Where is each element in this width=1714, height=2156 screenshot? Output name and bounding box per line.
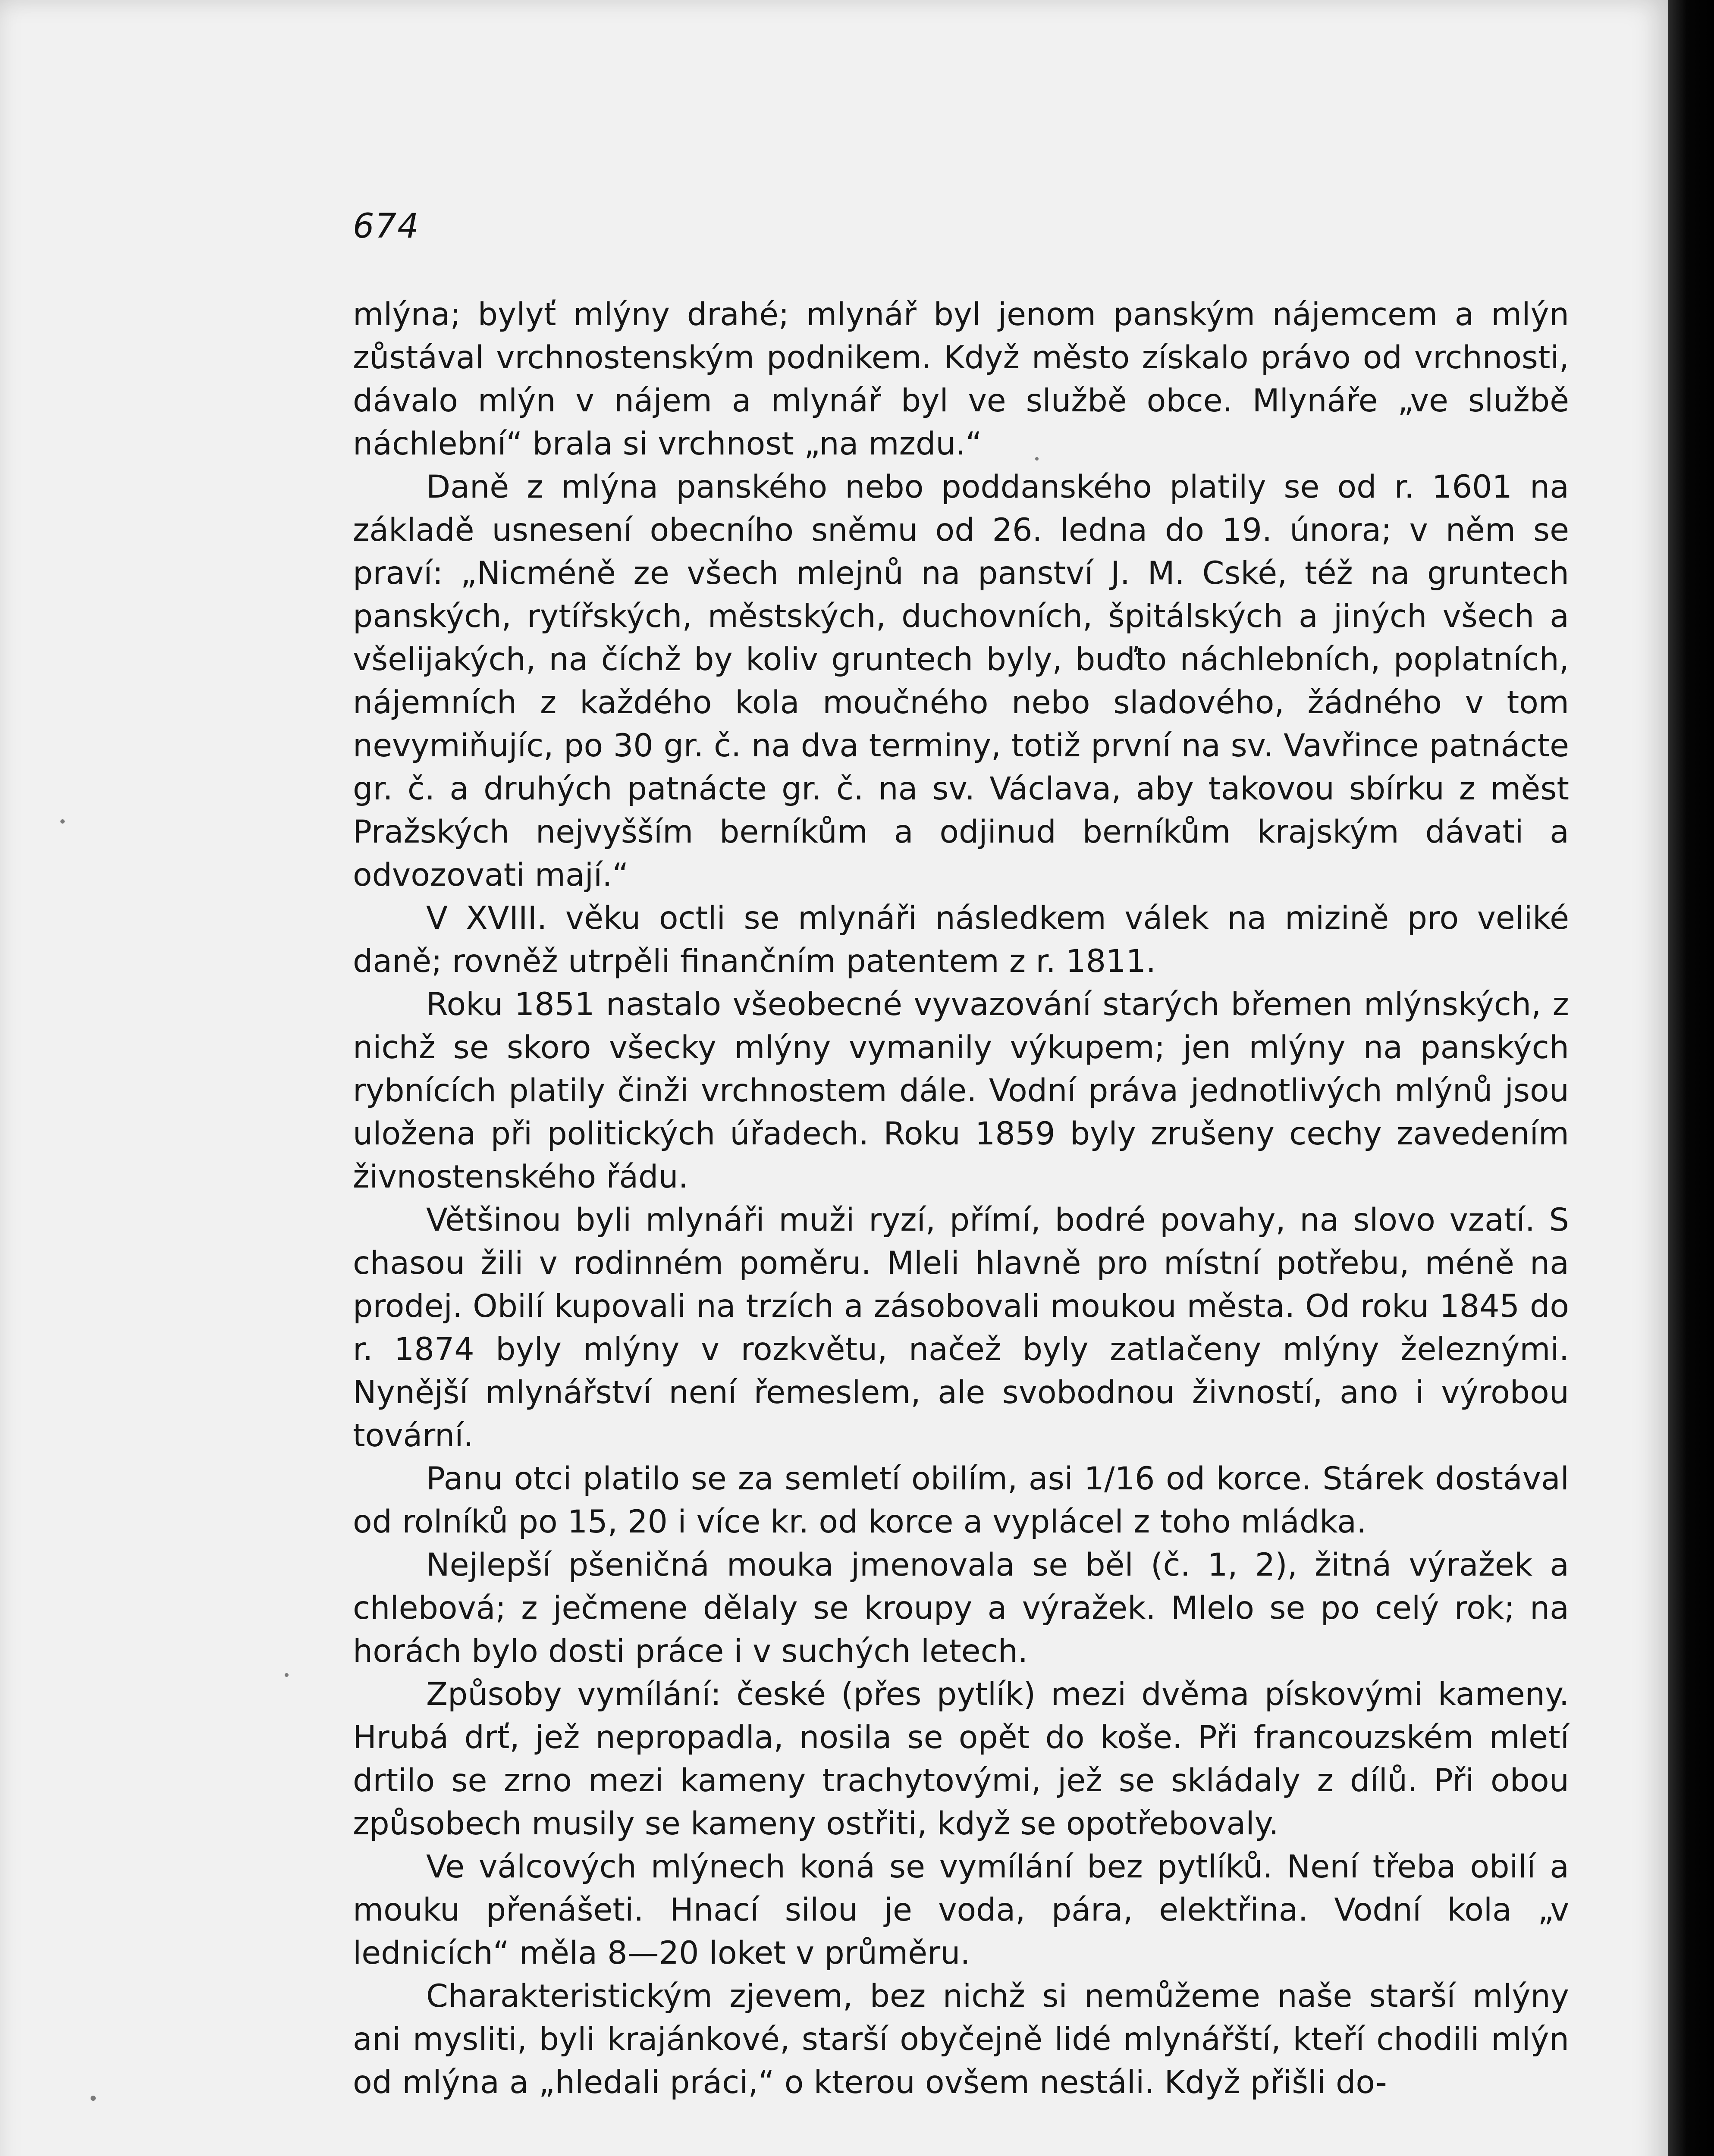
paragraph-8: Způsoby vymílání: české (přes pytlík) mezi dvěma pískovými kameny. Hrubá drť, jež nepropadla, nosila se opět do koše. Při francouzském mletí drtilo se zrno mezi kameny trachytovými, jež se skládaly z dílů. Při obou způsobech musily se kameny ostřiti, když se opotřebovaly. (353, 1676, 1569, 1842)
scan-speck (285, 1673, 289, 1677)
paragraph-5: Většinou byli mlynáři muži ryzí, přímí, bodré povahy, na slovo vzatí. S chasou žili v rodinném poměru. Mleli hlavně pro místní potřebu, méně na prodej. Obilí kupovali na trzích a zásobovali moukou města. Od roku 1845 do r. 1874 byly mlýny v rozkvětu, načež byly zatlačeny mlýny železnými. Nynější mlynářství není řemeslem, ale svobodnou živností, ano i výrobou tovární. (353, 1202, 1569, 1454)
paragraph-9: Ve válcových mlýnech koná se vymílání bez pytlíků. Není třeba obilí a mouku přenášeti. Hnací silou je voda, pára, elektřina. Vodní kola „v lednicích“ měla 8—20 loket v průměru. (353, 1849, 1569, 1971)
scan-page-edge (1668, 0, 1714, 2156)
paragraph-4: Roku 1851 nastalo všeobecné vyvazování starých břemen mlýnských, z nichž se skoro všecky mlýny vymanily výkupem; jen mlýny na panských rybnících platily činži vrchnostem dále. Vodní práva jednotlivých mlýnů jsou uložena při politických úřadech. Roku 1859 byly zrušeny cechy zavedením živnostenského řádu. (353, 986, 1569, 1195)
page-number: 674 (353, 207, 420, 246)
scan-speck (1035, 457, 1039, 461)
paragraph-2: Daně z mlýna panského nebo poddanského platily se od r. 1601 na základě usnesení obecního sněmu od 26. ledna do 19. února; v něm se praví: „Nicméně ze všech mlejnů na panství J. M. Cské, též na gruntech panských, rytířských, městských, duchovních, špitálských a jiných všech a všelijakých, na číchž by koliv gruntech byly, buďto náchlebních, poplatních, nájemních z každého kola moučného nebo sladového, žádného v tom nevymiňujíc, po 30 gr. č. na dva terminy, totiž první na sv. Vavřince patnácte gr. č. a druhých patnácte gr. č. na sv. Václava, aby takovou sbírku z měst Pražských nejvyšším berníkům a odjinud berníkům krajským dávati a odvozovati mají.“ (353, 469, 1569, 893)
paragraph-6: Panu otci platilo se za semletí obilím, asi 1/16 od korce. Stárek dostával od rolníků po 15, 20 i více kr. od korce a vyplácel z toho mládka. (353, 1460, 1569, 1540)
paragraph-7: Nejlepší pšeničná mouka jmenovala se běl (č. 1, 2), žitná výražek a chlebová; z ječmene dělaly se kroupy a výražek. Mlelo se po celý rok; na horách bylo dosti práce i v suchých letech. (353, 1547, 1569, 1670)
scan-speck (60, 819, 65, 824)
paragraph-10: Charakteristickým zjevem, bez nichž si nemůžeme naše starší mlýny ani mysliti, byli krajánkové, starší obyčejně lidé mlynářští, kteří chodili mlýn od mlýna a „hledali práci,“ o kterou ovšem nestáli. Když přišli do- (353, 1978, 1569, 2101)
paragraph-3: V XVIII. věku octli se mlynáři následkem válek na mizině pro veliké daně; rovněž utrpěli finančním patentem z r. 1811. (353, 900, 1569, 980)
body-text (353, 293, 1569, 2104)
scan-speck (91, 2096, 96, 2101)
paragraph-1: mlýna; bylyť mlýny drahé; mlynář byl jenom panským nájemcem a mlýn zůstával vrchnostenským podnikem. Když město získalo právo od vrchnosti, dávalo mlýn v nájem a mlynář byl ve službě obce. Mlynáře „ve službě náchlební“ brala si vrchnost „na mzdu.“ (353, 296, 1569, 462)
